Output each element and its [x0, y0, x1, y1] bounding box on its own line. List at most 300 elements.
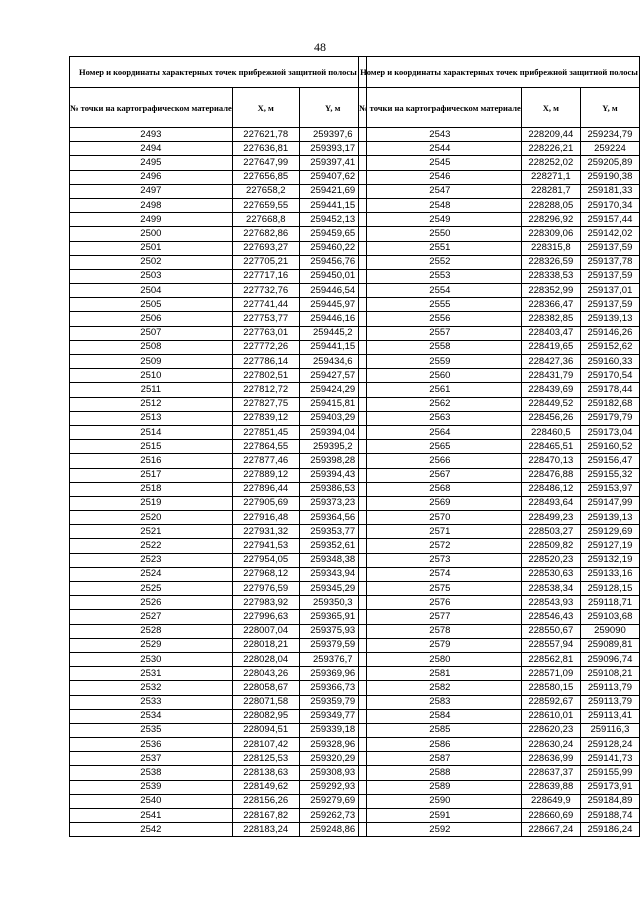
table-row	[359, 610, 640, 624]
x-coordinate-cell: 227864,55	[232, 440, 299, 454]
point-number-cell: 2524	[70, 567, 233, 581]
point-number-cell: 2536	[70, 738, 233, 752]
x-coordinate-cell: 227983,92	[232, 596, 299, 610]
table-row	[70, 241, 367, 255]
y-coordinate-cell: 259234,79	[580, 128, 639, 142]
table-row	[359, 468, 640, 482]
x-coordinate-cell: 227976,59	[232, 582, 299, 596]
y-coordinate-cell: 259152,62	[580, 340, 639, 354]
x-coordinate-cell: 228470,13	[521, 454, 580, 468]
point-number-cell: 2578	[359, 624, 522, 638]
coordinates-table-left	[69, 56, 367, 837]
table-row	[70, 794, 367, 808]
point-number-cell: 2587	[359, 752, 522, 766]
y-coordinate-cell: 259397,41	[299, 156, 366, 170]
table-row	[70, 624, 367, 638]
table-row	[70, 695, 367, 709]
y-coordinate-cell: 259113,79	[580, 695, 639, 709]
x-coordinate-cell: 228382,85	[521, 312, 580, 326]
table-row	[70, 312, 367, 326]
y-coordinate-cell: 259132,19	[580, 553, 639, 567]
table-row	[70, 369, 367, 383]
point-number-cell: 2545	[359, 156, 522, 170]
table-row	[70, 170, 367, 184]
y-coordinate-cell: 259339,18	[299, 723, 366, 737]
y-coordinate-cell: 259186,24	[580, 823, 639, 837]
y-coordinate-cell: 259113,41	[580, 709, 639, 723]
table-row	[70, 340, 367, 354]
x-coordinate-cell: 228538,34	[521, 582, 580, 596]
x-coordinate-cell: 228082,95	[232, 709, 299, 723]
table-row	[359, 213, 640, 227]
table-row	[359, 312, 640, 326]
x-coordinate-cell: 227941,53	[232, 539, 299, 553]
y-coordinate-cell: 259369,96	[299, 667, 366, 681]
table-row	[70, 128, 367, 142]
table-row	[359, 794, 640, 808]
x-coordinate-cell: 228352,99	[521, 284, 580, 298]
point-number-cell: 2575	[359, 582, 522, 596]
table-row	[70, 780, 367, 794]
y-coordinate-cell: 259103,68	[580, 610, 639, 624]
point-number-cell: 2496	[70, 170, 233, 184]
x-coordinate-cell: 228550,67	[521, 624, 580, 638]
x-coordinate-cell: 227659,55	[232, 198, 299, 212]
x-coordinate-cell: 228419,65	[521, 340, 580, 354]
x-coordinate-cell: 228667,24	[521, 823, 580, 837]
table-row	[359, 411, 640, 425]
x-coordinate-cell: 228499,23	[521, 511, 580, 525]
table-row	[70, 156, 367, 170]
x-coordinate-cell: 228326,59	[521, 255, 580, 269]
x-coordinate-cell: 227732,76	[232, 284, 299, 298]
y-coordinate-cell: 259353,77	[299, 525, 366, 539]
x-coordinate-cell: 227741,44	[232, 298, 299, 312]
point-number-cell: 2588	[359, 766, 522, 780]
table-row	[70, 511, 367, 525]
x-coordinate-cell: 227812,72	[232, 383, 299, 397]
x-coordinate-cell: 228071,58	[232, 695, 299, 709]
point-number-cell: 2501	[70, 241, 233, 255]
y-coordinate-cell: 259343,94	[299, 567, 366, 581]
y-coordinate-cell: 259424,29	[299, 383, 366, 397]
y-coordinate-cell: 259137,59	[580, 269, 639, 283]
table-row	[359, 496, 640, 510]
table-row	[359, 227, 640, 241]
x-coordinate-cell: 227693,27	[232, 241, 299, 255]
table-row	[359, 596, 640, 610]
point-number-cell: 2544	[359, 142, 522, 156]
y-coordinate-cell: 259190,38	[580, 170, 639, 184]
table-row	[359, 624, 640, 638]
x-coordinate-cell: 227621,78	[232, 128, 299, 142]
x-coordinate-cell: 228580,15	[521, 681, 580, 695]
table-row	[359, 454, 640, 468]
y-coordinate-cell: 259308,93	[299, 766, 366, 780]
y-coordinate-cell: 259349,77	[299, 709, 366, 723]
point-number-cell: 2506	[70, 312, 233, 326]
table-row	[359, 326, 640, 340]
table-row	[70, 355, 367, 369]
x-coordinate-cell: 228366,47	[521, 298, 580, 312]
x-coordinate-cell: 227658,2	[232, 184, 299, 198]
table-row	[70, 567, 367, 581]
table-row	[359, 340, 640, 354]
point-number-cell: 2558	[359, 340, 522, 354]
point-number-cell: 2548	[359, 198, 522, 212]
y-coordinate-cell: 259128,24	[580, 738, 639, 752]
table-row	[70, 468, 367, 482]
table-row	[70, 397, 367, 411]
y-coordinate-cell: 259352,61	[299, 539, 366, 553]
x-coordinate-cell: 228043,26	[232, 667, 299, 681]
point-number-cell: 2590	[359, 794, 522, 808]
table-row	[70, 496, 367, 510]
y-coordinate-cell: 259155,99	[580, 766, 639, 780]
table-row	[70, 610, 367, 624]
table-row	[359, 198, 640, 212]
y-coordinate-cell: 259450,01	[299, 269, 366, 283]
y-coordinate-cell: 259155,32	[580, 468, 639, 482]
x-coordinate-cell: 228252,02	[521, 156, 580, 170]
table-row	[359, 184, 640, 198]
y-coordinate-cell: 259153,97	[580, 482, 639, 496]
point-number-cell: 2557	[359, 326, 522, 340]
table-row	[70, 255, 367, 269]
x-coordinate-cell: 227931,32	[232, 525, 299, 539]
point-number-cell: 2541	[70, 809, 233, 823]
table-row	[359, 681, 640, 695]
y-coordinate-cell: 259205,89	[580, 156, 639, 170]
y-coordinate-cell: 259129,69	[580, 525, 639, 539]
y-coordinate-cell: 259320,29	[299, 752, 366, 766]
point-number-cell: 2576	[359, 596, 522, 610]
table-row	[359, 440, 640, 454]
y-coordinate-cell: 259446,16	[299, 312, 366, 326]
y-coordinate-cell: 259434,6	[299, 355, 366, 369]
point-number-cell: 2572	[359, 539, 522, 553]
x-coordinate-cell: 228281,7	[521, 184, 580, 198]
y-coordinate-cell: 259156,47	[580, 454, 639, 468]
x-coordinate-cell: 227851,45	[232, 425, 299, 439]
point-number-cell: 2543	[359, 128, 522, 142]
point-number-cell: 2520	[70, 511, 233, 525]
x-coordinate-cell: 227753,77	[232, 312, 299, 326]
column-header-point-number: № точки на картографическом материале	[359, 88, 522, 128]
y-coordinate-cell: 259403,29	[299, 411, 366, 425]
y-coordinate-cell: 259394,04	[299, 425, 366, 439]
y-coordinate-cell: 259445,97	[299, 298, 366, 312]
point-number-cell: 2533	[70, 695, 233, 709]
table-row	[70, 823, 367, 837]
x-coordinate-cell: 228592,67	[521, 695, 580, 709]
y-coordinate-cell: 259373,23	[299, 496, 366, 510]
table-row	[359, 738, 640, 752]
table-row	[359, 582, 640, 596]
y-coordinate-cell: 259173,91	[580, 780, 639, 794]
y-coordinate-cell: 259181,33	[580, 184, 639, 198]
y-coordinate-cell: 259128,15	[580, 582, 639, 596]
x-coordinate-cell: 228315,8	[521, 241, 580, 255]
table-row	[70, 142, 367, 156]
x-coordinate-cell: 227636,81	[232, 142, 299, 156]
point-number-cell: 2570	[359, 511, 522, 525]
table-row	[359, 667, 640, 681]
point-number-cell: 2589	[359, 780, 522, 794]
y-coordinate-cell: 259137,59	[580, 298, 639, 312]
y-coordinate-cell: 259157,44	[580, 213, 639, 227]
x-coordinate-cell: 227763,01	[232, 326, 299, 340]
x-coordinate-cell: 228546,43	[521, 610, 580, 624]
table-row	[70, 383, 367, 397]
point-number-cell: 2528	[70, 624, 233, 638]
x-coordinate-cell: 227827,75	[232, 397, 299, 411]
point-number-cell: 2586	[359, 738, 522, 752]
point-number-cell: 2559	[359, 355, 522, 369]
point-number-cell: 2523	[70, 553, 233, 567]
table-row	[359, 156, 640, 170]
point-number-cell: 2518	[70, 482, 233, 496]
y-coordinate-cell: 259345,29	[299, 582, 366, 596]
table-row	[70, 723, 367, 737]
table-row	[359, 284, 640, 298]
y-coordinate-cell: 259415,81	[299, 397, 366, 411]
table-row	[359, 241, 640, 255]
column-header-y: Y, м	[580, 88, 639, 128]
y-coordinate-cell: 259445,2	[299, 326, 366, 340]
x-coordinate-cell: 228338,53	[521, 269, 580, 283]
x-coordinate-cell: 228636,99	[521, 752, 580, 766]
x-coordinate-cell: 228403,47	[521, 326, 580, 340]
y-coordinate-cell: 259182,68	[580, 397, 639, 411]
point-number-cell: 2568	[359, 482, 522, 496]
point-number-cell: 2547	[359, 184, 522, 198]
point-number-cell: 2546	[359, 170, 522, 184]
point-number-cell: 2500	[70, 227, 233, 241]
column-header-x: X, м	[521, 88, 580, 128]
point-number-cell: 2527	[70, 610, 233, 624]
y-coordinate-cell: 259407,62	[299, 170, 366, 184]
table-row	[70, 184, 367, 198]
table-row	[70, 298, 367, 312]
table-row	[70, 425, 367, 439]
coordinates-table-right	[358, 56, 640, 837]
table-row	[359, 638, 640, 652]
table-row	[359, 298, 640, 312]
table-row	[70, 539, 367, 553]
y-coordinate-cell: 259427,57	[299, 369, 366, 383]
point-number-cell: 2507	[70, 326, 233, 340]
table-row	[359, 766, 640, 780]
y-coordinate-cell: 259386,53	[299, 482, 366, 496]
point-number-cell: 2529	[70, 638, 233, 652]
point-number-cell: 2592	[359, 823, 522, 837]
x-coordinate-cell: 228639,88	[521, 780, 580, 794]
table-row	[70, 411, 367, 425]
point-number-cell: 2512	[70, 397, 233, 411]
table-row	[359, 695, 640, 709]
x-coordinate-cell: 228449,52	[521, 397, 580, 411]
table-row	[359, 567, 640, 581]
point-number-cell: 2569	[359, 496, 522, 510]
y-coordinate-cell: 259160,33	[580, 355, 639, 369]
point-number-cell: 2551	[359, 241, 522, 255]
y-coordinate-cell: 259188,74	[580, 809, 639, 823]
x-coordinate-cell: 228620,23	[521, 723, 580, 737]
x-coordinate-cell: 227954,05	[232, 553, 299, 567]
table-row	[359, 511, 640, 525]
y-coordinate-cell: 259170,54	[580, 369, 639, 383]
x-coordinate-cell: 228288,05	[521, 198, 580, 212]
table-row	[359, 752, 640, 766]
point-number-cell: 2532	[70, 681, 233, 695]
y-coordinate-cell: 259137,78	[580, 255, 639, 269]
point-number-cell: 2571	[359, 525, 522, 539]
table-row	[70, 525, 367, 539]
point-number-cell: 2535	[70, 723, 233, 737]
column-header-point-number: № точки на картографическом материале	[70, 88, 233, 128]
y-coordinate-cell: 259160,52	[580, 440, 639, 454]
table-row	[359, 482, 640, 496]
point-number-cell: 2574	[359, 567, 522, 581]
point-number-cell: 2565	[359, 440, 522, 454]
x-coordinate-cell: 228610,01	[521, 709, 580, 723]
table-row	[359, 809, 640, 823]
x-coordinate-cell: 228543,93	[521, 596, 580, 610]
point-number-cell: 2553	[359, 269, 522, 283]
table-row	[70, 738, 367, 752]
table-row	[70, 326, 367, 340]
x-coordinate-cell: 228557,94	[521, 638, 580, 652]
table-row	[359, 425, 640, 439]
x-coordinate-cell: 228094,51	[232, 723, 299, 737]
x-coordinate-cell: 227786,14	[232, 355, 299, 369]
y-coordinate-cell: 259184,89	[580, 794, 639, 808]
x-coordinate-cell: 228571,09	[521, 667, 580, 681]
x-coordinate-cell: 227889,12	[232, 468, 299, 482]
point-number-cell: 2550	[359, 227, 522, 241]
x-coordinate-cell: 228125,53	[232, 752, 299, 766]
point-number-cell: 2563	[359, 411, 522, 425]
point-number-cell: 2505	[70, 298, 233, 312]
point-number-cell: 2554	[359, 284, 522, 298]
y-coordinate-cell: 259147,99	[580, 496, 639, 510]
table-row	[359, 652, 640, 666]
table-title: Номер и координаты характерных точек прибрежной защитной полосы	[359, 57, 640, 88]
table-row	[70, 667, 367, 681]
x-coordinate-cell: 228018,21	[232, 638, 299, 652]
y-coordinate-cell: 259348,38	[299, 553, 366, 567]
y-coordinate-cell: 259452,13	[299, 213, 366, 227]
y-coordinate-cell: 259248,86	[299, 823, 366, 837]
point-number-cell: 2540	[70, 794, 233, 808]
table-row	[70, 440, 367, 454]
x-coordinate-cell: 228530,63	[521, 567, 580, 581]
y-coordinate-cell: 259460,22	[299, 241, 366, 255]
table-row	[359, 383, 640, 397]
point-number-cell: 2519	[70, 496, 233, 510]
x-coordinate-cell: 228138,63	[232, 766, 299, 780]
y-coordinate-cell: 259421,69	[299, 184, 366, 198]
table-row	[70, 652, 367, 666]
table-row	[70, 752, 367, 766]
y-coordinate-cell: 259364,56	[299, 511, 366, 525]
table-row	[359, 709, 640, 723]
x-coordinate-cell: 227668,8	[232, 213, 299, 227]
point-number-cell: 2549	[359, 213, 522, 227]
point-number-cell: 2534	[70, 709, 233, 723]
point-number-cell: 2538	[70, 766, 233, 780]
table-row	[70, 709, 367, 723]
table-row	[359, 369, 640, 383]
point-number-cell: 2562	[359, 397, 522, 411]
point-number-cell: 2567	[359, 468, 522, 482]
x-coordinate-cell: 227877,46	[232, 454, 299, 468]
y-coordinate-cell: 259359,79	[299, 695, 366, 709]
y-coordinate-cell: 259262,73	[299, 809, 366, 823]
column-header-x: X, м	[232, 88, 299, 128]
y-coordinate-cell: 259379,59	[299, 638, 366, 652]
x-coordinate-cell: 227772,26	[232, 340, 299, 354]
point-number-cell: 2537	[70, 752, 233, 766]
point-number-cell: 2494	[70, 142, 233, 156]
x-coordinate-cell: 228465,51	[521, 440, 580, 454]
table-row	[70, 213, 367, 227]
x-coordinate-cell: 228439,69	[521, 383, 580, 397]
point-number-cell: 2515	[70, 440, 233, 454]
x-coordinate-cell: 228209,44	[521, 128, 580, 142]
x-coordinate-cell: 228649,9	[521, 794, 580, 808]
point-number-cell: 2498	[70, 198, 233, 212]
x-coordinate-cell: 228149,62	[232, 780, 299, 794]
x-coordinate-cell: 228427,36	[521, 355, 580, 369]
y-coordinate-cell: 259292,93	[299, 780, 366, 794]
y-coordinate-cell: 259127,19	[580, 539, 639, 553]
point-number-cell: 2497	[70, 184, 233, 198]
point-number-cell: 2579	[359, 638, 522, 652]
x-coordinate-cell: 227996,63	[232, 610, 299, 624]
y-coordinate-cell: 259375,93	[299, 624, 366, 638]
y-coordinate-cell: 259141,73	[580, 752, 639, 766]
x-coordinate-cell: 227647,99	[232, 156, 299, 170]
table-row	[359, 823, 640, 837]
x-coordinate-cell: 227968,12	[232, 567, 299, 581]
x-coordinate-cell: 228156,26	[232, 794, 299, 808]
y-coordinate-cell: 259178,44	[580, 383, 639, 397]
y-coordinate-cell: 259398,28	[299, 454, 366, 468]
point-number-cell: 2582	[359, 681, 522, 695]
point-number-cell: 2584	[359, 709, 522, 723]
x-coordinate-cell: 228431,79	[521, 369, 580, 383]
x-coordinate-cell: 227905,69	[232, 496, 299, 510]
point-number-cell: 2525	[70, 582, 233, 596]
table-row	[359, 723, 640, 737]
point-number-cell: 2564	[359, 425, 522, 439]
table-row	[359, 170, 640, 184]
point-number-cell: 2556	[359, 312, 522, 326]
table-row	[70, 582, 367, 596]
table-row	[359, 269, 640, 283]
y-coordinate-cell: 259139,13	[580, 312, 639, 326]
table-row	[70, 269, 367, 283]
x-coordinate-cell: 228296,92	[521, 213, 580, 227]
y-coordinate-cell: 259393,17	[299, 142, 366, 156]
table-title: Номер и координаты характерных точек прибрежной защитной полосы	[70, 57, 367, 88]
x-coordinate-cell: 228309,06	[521, 227, 580, 241]
x-coordinate-cell: 228028,04	[232, 652, 299, 666]
y-coordinate-cell: 259142,02	[580, 227, 639, 241]
point-number-cell: 2542	[70, 823, 233, 837]
